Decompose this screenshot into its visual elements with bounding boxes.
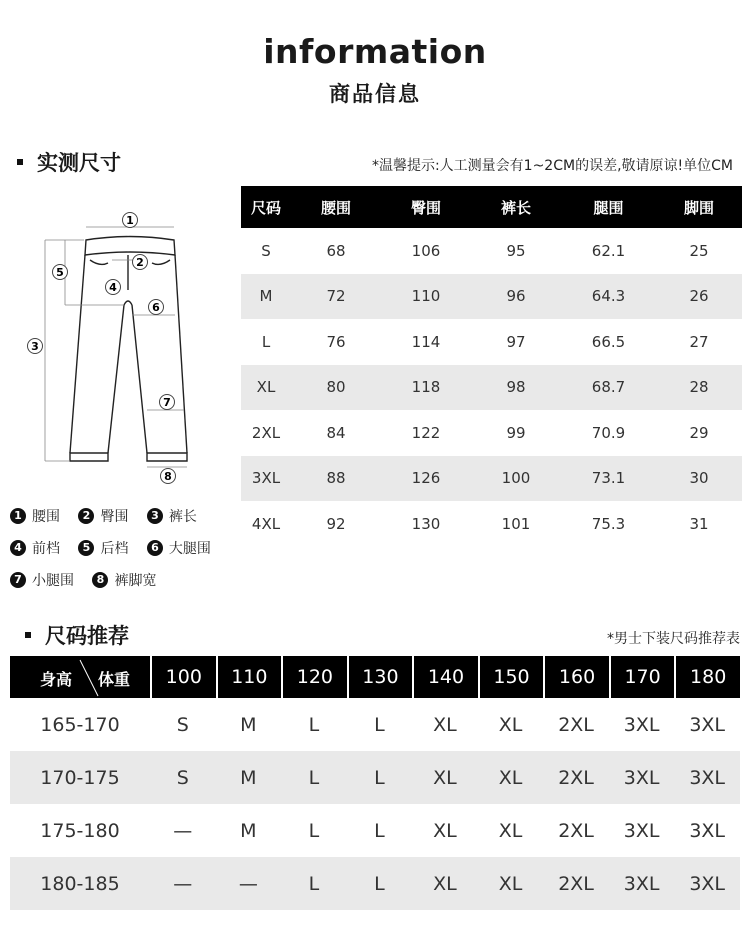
height-cell: 170-175 xyxy=(10,751,150,804)
table-cell: 97 xyxy=(506,332,526,351)
table-cell: L xyxy=(261,332,271,351)
size-cell: S xyxy=(176,713,189,736)
pants-outline-icon xyxy=(20,205,235,495)
size-cell: S xyxy=(150,751,216,804)
marker-7: 7 xyxy=(163,396,171,409)
weight-header: 170 xyxy=(609,656,675,698)
table-cell: 95 xyxy=(506,241,526,260)
table-cell: 26 xyxy=(656,274,742,320)
corner-height-label: 身高 xyxy=(40,670,73,689)
table-cell: 96 xyxy=(471,274,561,320)
table-cell: 3XL xyxy=(241,456,291,502)
table-cell: 28 xyxy=(656,365,742,411)
size-cell: M xyxy=(216,751,282,804)
table-cell: 29 xyxy=(689,423,709,442)
marker-4: 4 xyxy=(109,281,117,294)
column-header: 腰围 xyxy=(291,186,381,228)
table-row xyxy=(241,274,742,320)
table-cell: 64.3 xyxy=(561,274,656,320)
size-cell: XL xyxy=(433,713,457,736)
marker-5: 5 xyxy=(56,266,64,279)
legend-row-1 xyxy=(10,506,211,526)
marker-1: 1 xyxy=(126,214,134,227)
height-cell: 180-185 xyxy=(10,857,150,910)
weight-header: 100 xyxy=(150,656,216,698)
table-row xyxy=(241,456,742,502)
measure-section-title: 实测尺寸 xyxy=(37,151,121,175)
size-cell: XL xyxy=(412,857,478,910)
column-header: 脚围 xyxy=(656,186,742,228)
size-cell: 2XL xyxy=(558,713,594,736)
size-cell: L xyxy=(347,857,413,910)
pants-diagram xyxy=(20,205,235,495)
size-cell: XL xyxy=(498,713,523,736)
size-cell: 2XL xyxy=(543,751,609,804)
weight-header: 130 xyxy=(347,656,413,698)
column-header: 尺码 xyxy=(241,186,291,228)
table-cell: 66.5 xyxy=(591,332,626,351)
table-cell: 88 xyxy=(291,456,381,502)
corner-header xyxy=(10,656,150,698)
column-header: 臀围 xyxy=(381,186,471,228)
weight-header: 160 xyxy=(543,656,609,698)
table-cell: 98 xyxy=(471,365,561,411)
legend-item xyxy=(78,506,128,526)
size-cell: XL xyxy=(478,857,544,910)
legend-num-icon: 1 xyxy=(10,508,26,524)
column-header: 腿围 xyxy=(561,186,656,228)
size-cell: 3XL xyxy=(689,819,726,842)
size-cell: — xyxy=(216,857,282,910)
measure-section-heading xyxy=(17,147,121,177)
size-recommend-table xyxy=(10,656,740,910)
table-row xyxy=(241,410,742,456)
recommend-section-heading xyxy=(25,620,129,650)
legend-item xyxy=(78,538,128,558)
legend-item xyxy=(147,538,211,558)
table-cell: 122 xyxy=(411,423,441,442)
size-cell: L xyxy=(281,857,347,910)
table-row xyxy=(10,751,740,804)
legend-item xyxy=(10,506,60,526)
size-cell: 3XL xyxy=(609,751,675,804)
size-cell: M xyxy=(240,713,257,736)
size-cell: L xyxy=(374,713,385,736)
table-cell: 68.7 xyxy=(561,365,656,411)
table-cell: 130 xyxy=(411,514,441,533)
size-cell: L xyxy=(374,819,385,842)
size-cell: 3XL xyxy=(674,751,740,804)
height-cell: 165-170 xyxy=(40,713,120,736)
table-cell: S xyxy=(261,241,271,260)
legend-item xyxy=(10,570,74,590)
legend-label: 后档 xyxy=(100,541,129,557)
legend-label: 腰围 xyxy=(32,509,60,525)
table-cell: 75.3 xyxy=(591,514,626,533)
table-cell: 4XL xyxy=(251,514,281,533)
table-cell: 80 xyxy=(291,365,381,411)
size-cell: XL xyxy=(433,819,457,842)
title-en: information xyxy=(263,32,487,71)
table-row xyxy=(10,857,740,910)
legend-row-3 xyxy=(10,570,170,590)
size-cell: 3XL xyxy=(623,819,660,842)
corner-weight-label: 体重 xyxy=(98,670,131,689)
weight-header: 110 xyxy=(216,656,282,698)
table-row xyxy=(241,501,742,547)
legend-num-icon: 2 xyxy=(78,508,94,524)
table-cell: 118 xyxy=(381,365,471,411)
size-cell: L xyxy=(347,751,413,804)
table-cell: 2XL xyxy=(251,423,281,442)
table-cell: 84 xyxy=(326,423,346,442)
bullet-icon xyxy=(17,159,23,165)
table-cell: 72 xyxy=(291,274,381,320)
marker-3: 3 xyxy=(31,340,39,353)
table-cell: 27 xyxy=(689,332,709,351)
legend-num-icon: 4 xyxy=(10,540,26,556)
weight-header: 140 xyxy=(412,656,478,698)
table-cell: 76 xyxy=(326,332,346,351)
size-cell: L xyxy=(281,751,347,804)
size-cell: — xyxy=(173,819,193,842)
size-cell: XL xyxy=(498,819,523,842)
table-cell: 110 xyxy=(381,274,471,320)
legend-item xyxy=(10,538,60,558)
table-cell: 62.1 xyxy=(591,241,626,260)
legend-num-icon: 3 xyxy=(147,508,163,524)
size-cell: — xyxy=(150,857,216,910)
table-row xyxy=(241,365,742,411)
table-header-row xyxy=(10,656,740,698)
table-cell: 92 xyxy=(326,514,346,533)
marker-6: 6 xyxy=(152,301,160,314)
table-cell: 68 xyxy=(326,241,346,260)
table-cell: 99 xyxy=(506,423,526,442)
recommend-section-title: 尺码推荐 xyxy=(45,624,129,648)
legend-row-2 xyxy=(10,538,225,558)
size-cell: 3XL xyxy=(623,713,660,736)
weight-header: 150 xyxy=(478,656,544,698)
table-cell: 25 xyxy=(689,241,709,260)
height-cell: 175-180 xyxy=(40,819,120,842)
legend-num-icon: 8 xyxy=(92,572,108,588)
table-cell: XL xyxy=(241,365,291,411)
recommend-note: *男士下装尺码推荐表 xyxy=(607,631,740,647)
table-cell: 31 xyxy=(689,514,709,533)
legend-label: 裤长 xyxy=(168,509,197,525)
legend-item xyxy=(147,506,197,526)
legend-label: 臀围 xyxy=(100,509,129,525)
size-cell: 3XL xyxy=(689,713,726,736)
size-measure-table xyxy=(241,186,742,547)
legend-num-icon: 6 xyxy=(147,540,163,556)
legend-num-icon: 7 xyxy=(10,572,26,588)
size-cell: L xyxy=(308,819,320,842)
size-cell: 3XL xyxy=(609,857,675,910)
column-header: 裤长 xyxy=(471,186,561,228)
table-cell: 30 xyxy=(656,456,742,502)
table-row xyxy=(10,804,740,857)
table-cell: 70.9 xyxy=(591,423,626,442)
size-cell: 2XL xyxy=(543,857,609,910)
legend-item xyxy=(92,570,156,590)
table-cell: M xyxy=(241,274,291,320)
marker-8: 8 xyxy=(164,470,172,483)
legend-label: 裤脚宽 xyxy=(114,573,157,589)
size-cell: 2XL xyxy=(558,819,594,842)
legend-label: 前档 xyxy=(32,541,60,557)
title-cn: 商品信息 xyxy=(329,82,421,106)
table-cell: 114 xyxy=(411,332,441,351)
table-cell: 126 xyxy=(381,456,471,502)
measure-note: *温馨提示:人工测量会有1~2CM的误差,敬请原谅!单位CM xyxy=(371,158,733,174)
marker-2: 2 xyxy=(136,256,144,269)
size-cell: L xyxy=(308,713,320,736)
size-cell: M xyxy=(240,819,257,842)
size-cell: XL xyxy=(478,751,544,804)
table-cell: 100 xyxy=(471,456,561,502)
table-cell: 106 xyxy=(411,241,441,260)
table-cell: 73.1 xyxy=(561,456,656,502)
legend-label: 小腿围 xyxy=(32,573,74,589)
table-cell: 101 xyxy=(501,514,531,533)
legend-num-icon: 5 xyxy=(78,540,94,556)
table-row xyxy=(241,228,742,274)
weight-header: 180 xyxy=(674,656,740,698)
bullet-icon xyxy=(25,632,31,638)
table-row xyxy=(241,319,742,365)
table-row xyxy=(10,698,740,751)
size-cell: 3XL xyxy=(674,857,740,910)
weight-header: 120 xyxy=(281,656,347,698)
legend-label: 大腿围 xyxy=(168,541,211,557)
table-header-row xyxy=(241,186,742,228)
size-cell: XL xyxy=(412,751,478,804)
